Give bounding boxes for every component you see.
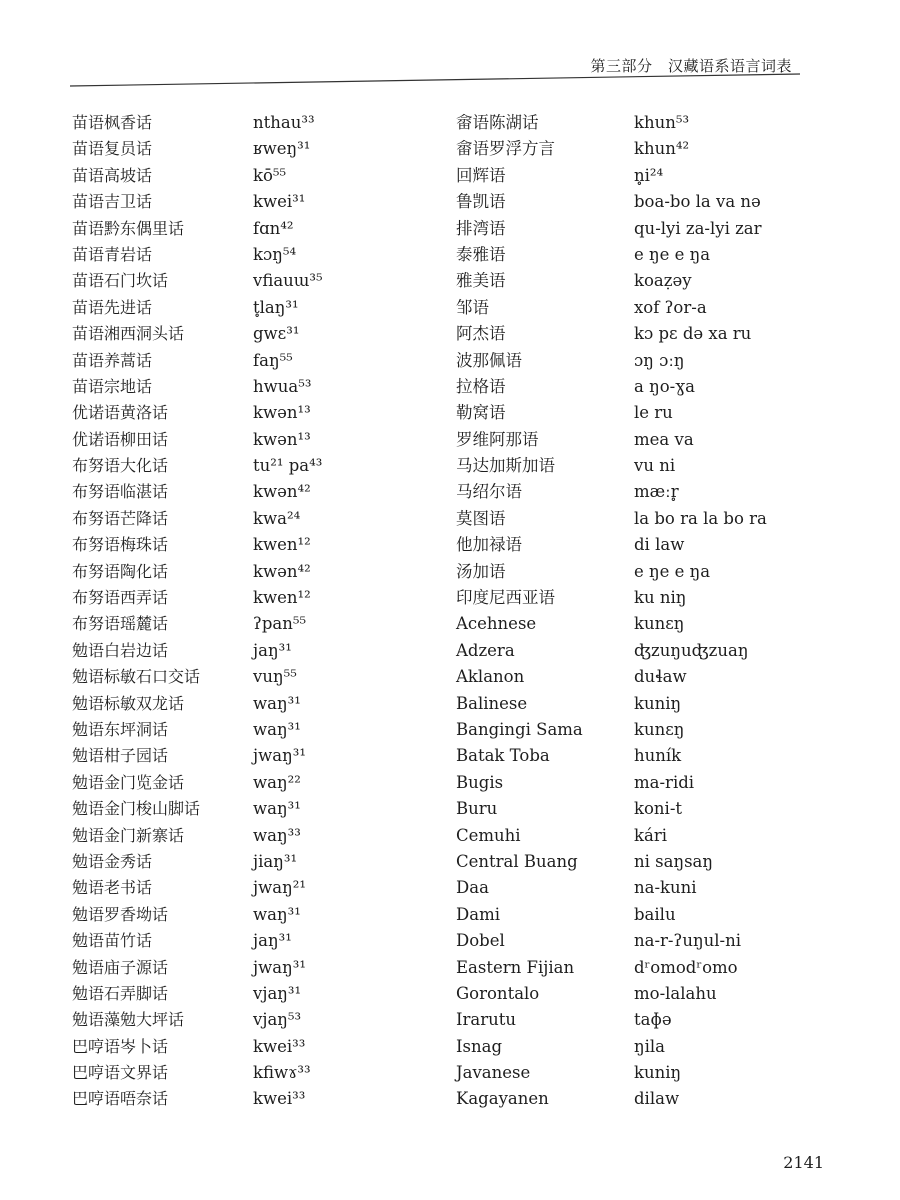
word-form: waŋ³¹ xyxy=(253,799,301,819)
language-name: 勉语柑子园话 xyxy=(72,746,169,766)
word-form: kwei³¹ xyxy=(253,192,306,212)
running-title: 第三部分 汉藏语系语言词表 xyxy=(590,57,792,75)
language-name: 勉语标敏双龙话 xyxy=(72,693,185,713)
language-name: Javanese xyxy=(456,1063,531,1083)
word-form: kunɛŋ xyxy=(634,719,685,739)
word-form: kɔ pɛ də xa ru xyxy=(634,324,752,344)
word-form: kári xyxy=(634,825,667,845)
language-name: 勉语罗香坳话 xyxy=(72,904,169,924)
word-form: waŋ³¹ xyxy=(253,693,301,713)
language-name: 优诺语黄洛话 xyxy=(72,403,169,423)
word-form: kwei³³ xyxy=(253,1089,306,1109)
language-name: 巴哼语文界话 xyxy=(72,1063,169,1083)
language-name: 布努语大化话 xyxy=(72,456,169,476)
word-form: dʳomodʳomo xyxy=(634,957,738,977)
language-name: 马绍尔语 xyxy=(456,482,522,502)
language-name: 勉语苗竹话 xyxy=(72,931,153,951)
word-form: waŋ³³ xyxy=(253,825,301,845)
language-name: Kagayanen xyxy=(456,1089,549,1109)
language-name: 鲁凯语 xyxy=(456,192,506,212)
language-name: Isnag xyxy=(456,1036,503,1056)
word-form: bailu xyxy=(634,904,676,924)
language-name: 布努语梅珠话 xyxy=(72,535,169,555)
word-form: jwaŋ³¹ xyxy=(253,746,306,766)
language-name: 苗语石门坎话 xyxy=(72,271,169,291)
language-name: 回辉语 xyxy=(456,165,506,185)
language-name: 他加禄语 xyxy=(456,535,522,555)
page-number: 2141 xyxy=(783,1153,824,1172)
word-form: xof ʔor-a xyxy=(634,297,707,317)
language-name: 苗语青岩话 xyxy=(72,244,153,264)
word-form: e ŋe e ŋa xyxy=(634,244,711,264)
word-form: mæːr̥ xyxy=(634,482,679,502)
language-name: Gorontalo xyxy=(456,983,540,1003)
word-form: jwaŋ³¹ xyxy=(253,957,306,977)
language-name: 苗语黔东偶里话 xyxy=(72,218,185,238)
word-form: ʤzuŋuʤzuaŋ xyxy=(634,640,749,660)
language-name: Acehnese xyxy=(456,614,537,634)
language-name: 巴哼语岑卜话 xyxy=(72,1036,169,1056)
word-form: vu ni xyxy=(634,456,676,476)
language-name: 勉语老书话 xyxy=(72,878,153,898)
language-name: 勉语庙子源话 xyxy=(72,957,169,977)
word-form: kwen¹² xyxy=(253,535,311,555)
word-form: khun⁴² xyxy=(634,139,690,159)
language-names-column-right xyxy=(456,110,626,1113)
word-forms-column-right xyxy=(634,110,834,1113)
language-name: 勉语金门梭山脚话 xyxy=(72,799,201,819)
word-form: qu-lyi za-lyi zar xyxy=(634,218,762,238)
word-form: ɔŋ ɔːŋ xyxy=(634,350,685,370)
language-name: Buru xyxy=(456,799,498,819)
language-name: 畲语罗浮方言 xyxy=(456,139,555,159)
language-name: 邹语 xyxy=(456,297,489,317)
word-form: kɔŋ⁵⁴ xyxy=(253,244,297,264)
word-form: ʁweŋ³¹ xyxy=(253,139,311,159)
word-form: kwən¹³ xyxy=(253,403,311,423)
language-name: 苗语宗地话 xyxy=(72,376,153,396)
language-name: 苗语先进话 xyxy=(72,297,153,317)
word-form: fɑn⁴² xyxy=(253,218,294,238)
language-name: Batak Toba xyxy=(456,746,550,766)
language-name: Bugis xyxy=(456,772,504,792)
language-name: 巴哼语唔奈话 xyxy=(72,1089,169,1109)
word-form: koaẓəy xyxy=(634,271,692,291)
word-form: ma-ridi xyxy=(634,772,695,792)
word-form: mea va xyxy=(634,429,694,449)
language-name: 苗语复员话 xyxy=(72,139,153,159)
language-name: Adzera xyxy=(456,640,515,660)
word-form: kfiwɤ³³ xyxy=(253,1063,311,1083)
word-form: jaŋ³¹ xyxy=(253,931,292,951)
language-name: Dobel xyxy=(456,931,505,951)
language-name: 排湾语 xyxy=(456,218,506,238)
language-name: 布努语西弄话 xyxy=(72,588,169,608)
word-form: vjaŋ³¹ xyxy=(253,983,302,1003)
language-name: 罗维阿那语 xyxy=(456,429,539,449)
word-form: ku niŋ xyxy=(634,588,687,608)
word-form: mo-lalahu xyxy=(634,983,717,1003)
word-form: nthau³³ xyxy=(253,113,315,132)
word-form: dilaw xyxy=(634,1089,680,1109)
word-form: kwən⁴² xyxy=(253,482,311,502)
language-name: 布努语临湛话 xyxy=(72,482,169,502)
word-form: n̥i²⁴ xyxy=(634,165,664,185)
language-name: Aklanon xyxy=(456,667,525,687)
language-name: 马达加斯加语 xyxy=(456,456,555,476)
word-form: t̥laŋ³¹ xyxy=(253,297,299,317)
word-form: kwa²⁴ xyxy=(253,508,301,528)
word-form: kuniŋ xyxy=(634,693,682,713)
language-name: 印度尼西亚语 xyxy=(456,588,555,608)
word-form: na-r-ʔuŋul-ni xyxy=(634,931,741,951)
chinese-language-names-column-left xyxy=(72,110,247,1113)
word-form: vfiauɯ³⁵ xyxy=(253,271,323,291)
header-rule xyxy=(0,0,900,100)
language-name: Eastern Fijian xyxy=(456,957,575,977)
word-form: kwei³³ xyxy=(253,1036,306,1056)
language-name: 勉语标敏石口交话 xyxy=(72,667,201,687)
word-form: ŋila xyxy=(634,1036,666,1056)
language-name: 苗语高坡话 xyxy=(72,165,153,185)
language-name: 优诺语柳田话 xyxy=(72,429,169,449)
language-name: 勉语金门览金话 xyxy=(72,772,185,792)
word-form: a ŋo-ɣa xyxy=(634,376,695,396)
word-form: kō⁵⁵ xyxy=(253,165,287,185)
language-name: 汤加语 xyxy=(456,561,506,581)
language-name: 勉语金门新寨话 xyxy=(72,825,185,845)
language-name: 苗语枫香话 xyxy=(72,113,153,132)
language-name: 勉语金秀话 xyxy=(72,851,153,871)
word-form: taɸə xyxy=(634,1010,672,1030)
word-form: la bo ra la bo ra xyxy=(634,508,767,528)
word-form: kwen¹² xyxy=(253,588,311,608)
language-name: Bangingi Sama xyxy=(456,719,583,739)
language-name: 布努语瑶麓话 xyxy=(72,614,169,634)
language-name: Daa xyxy=(456,878,489,898)
language-name: 拉格语 xyxy=(456,376,506,396)
language-name: 波那佩语 xyxy=(456,350,522,370)
word-form: tu²¹ pa⁴³ xyxy=(253,456,323,476)
word-form: duɬaw xyxy=(634,667,687,687)
language-name: 勉语东坪洞话 xyxy=(72,719,169,739)
word-form: koni-t xyxy=(634,799,683,819)
language-name: 勉语藻勉大坪话 xyxy=(72,1010,185,1030)
language-name: Cemuhi xyxy=(456,825,521,845)
language-name: 泰雅语 xyxy=(456,244,506,264)
word-form: di law xyxy=(634,535,685,555)
language-name: Dami xyxy=(456,904,500,924)
word-form: boa-bo la va nə xyxy=(634,192,761,212)
word-form: gwɛ³¹ xyxy=(253,324,300,344)
language-name: 苗语湘西洞头话 xyxy=(72,324,185,344)
language-name: 布努语芒降话 xyxy=(72,508,169,528)
word-form: jaŋ³¹ xyxy=(253,640,292,660)
word-forms-column-left xyxy=(253,110,438,1113)
word-form: jwaŋ²¹ xyxy=(253,878,306,898)
word-form: ʔpan⁵⁵ xyxy=(253,614,307,634)
language-name: 苗语养蒿话 xyxy=(72,350,153,370)
word-form: kunɛŋ xyxy=(634,614,685,634)
word-form: le ru xyxy=(634,403,673,423)
word-form: waŋ²² xyxy=(253,772,301,792)
word-form: e ŋe e ŋa xyxy=(634,561,711,581)
word-form: waŋ³¹ xyxy=(253,904,301,924)
word-form: vuŋ⁵⁵ xyxy=(253,667,297,687)
word-form: waŋ³¹ xyxy=(253,719,301,739)
word-form: ni saŋsaŋ xyxy=(634,851,714,871)
word-form: kuniŋ xyxy=(634,1063,682,1083)
language-name: 阿杰语 xyxy=(456,324,506,344)
word-form: huník xyxy=(634,746,682,766)
language-name: Balinese xyxy=(456,693,528,713)
word-form: faŋ⁵⁵ xyxy=(253,350,293,370)
word-form: khun⁵³ xyxy=(634,113,690,132)
language-name: 勉语石弄脚话 xyxy=(72,983,169,1003)
language-name: 布努语陶化话 xyxy=(72,561,169,581)
language-name: 勉语白岩边话 xyxy=(72,640,169,660)
language-name: Central Buang xyxy=(456,851,578,871)
language-name: 苗语吉卫话 xyxy=(72,192,153,212)
language-name: 勒窝语 xyxy=(456,403,506,423)
language-name: 畲语陈湖话 xyxy=(456,113,539,132)
word-form: na-kuni xyxy=(634,878,697,898)
word-form: hwua⁵³ xyxy=(253,376,312,396)
word-form: vjaŋ⁵³ xyxy=(253,1010,302,1030)
language-name: Irarutu xyxy=(456,1010,517,1030)
word-form: kwən⁴² xyxy=(253,561,311,581)
language-name: 雅美语 xyxy=(456,271,506,291)
word-form: kwən¹³ xyxy=(253,429,311,449)
language-name: 莫图语 xyxy=(456,508,506,528)
word-form: jiaŋ³¹ xyxy=(253,851,298,871)
